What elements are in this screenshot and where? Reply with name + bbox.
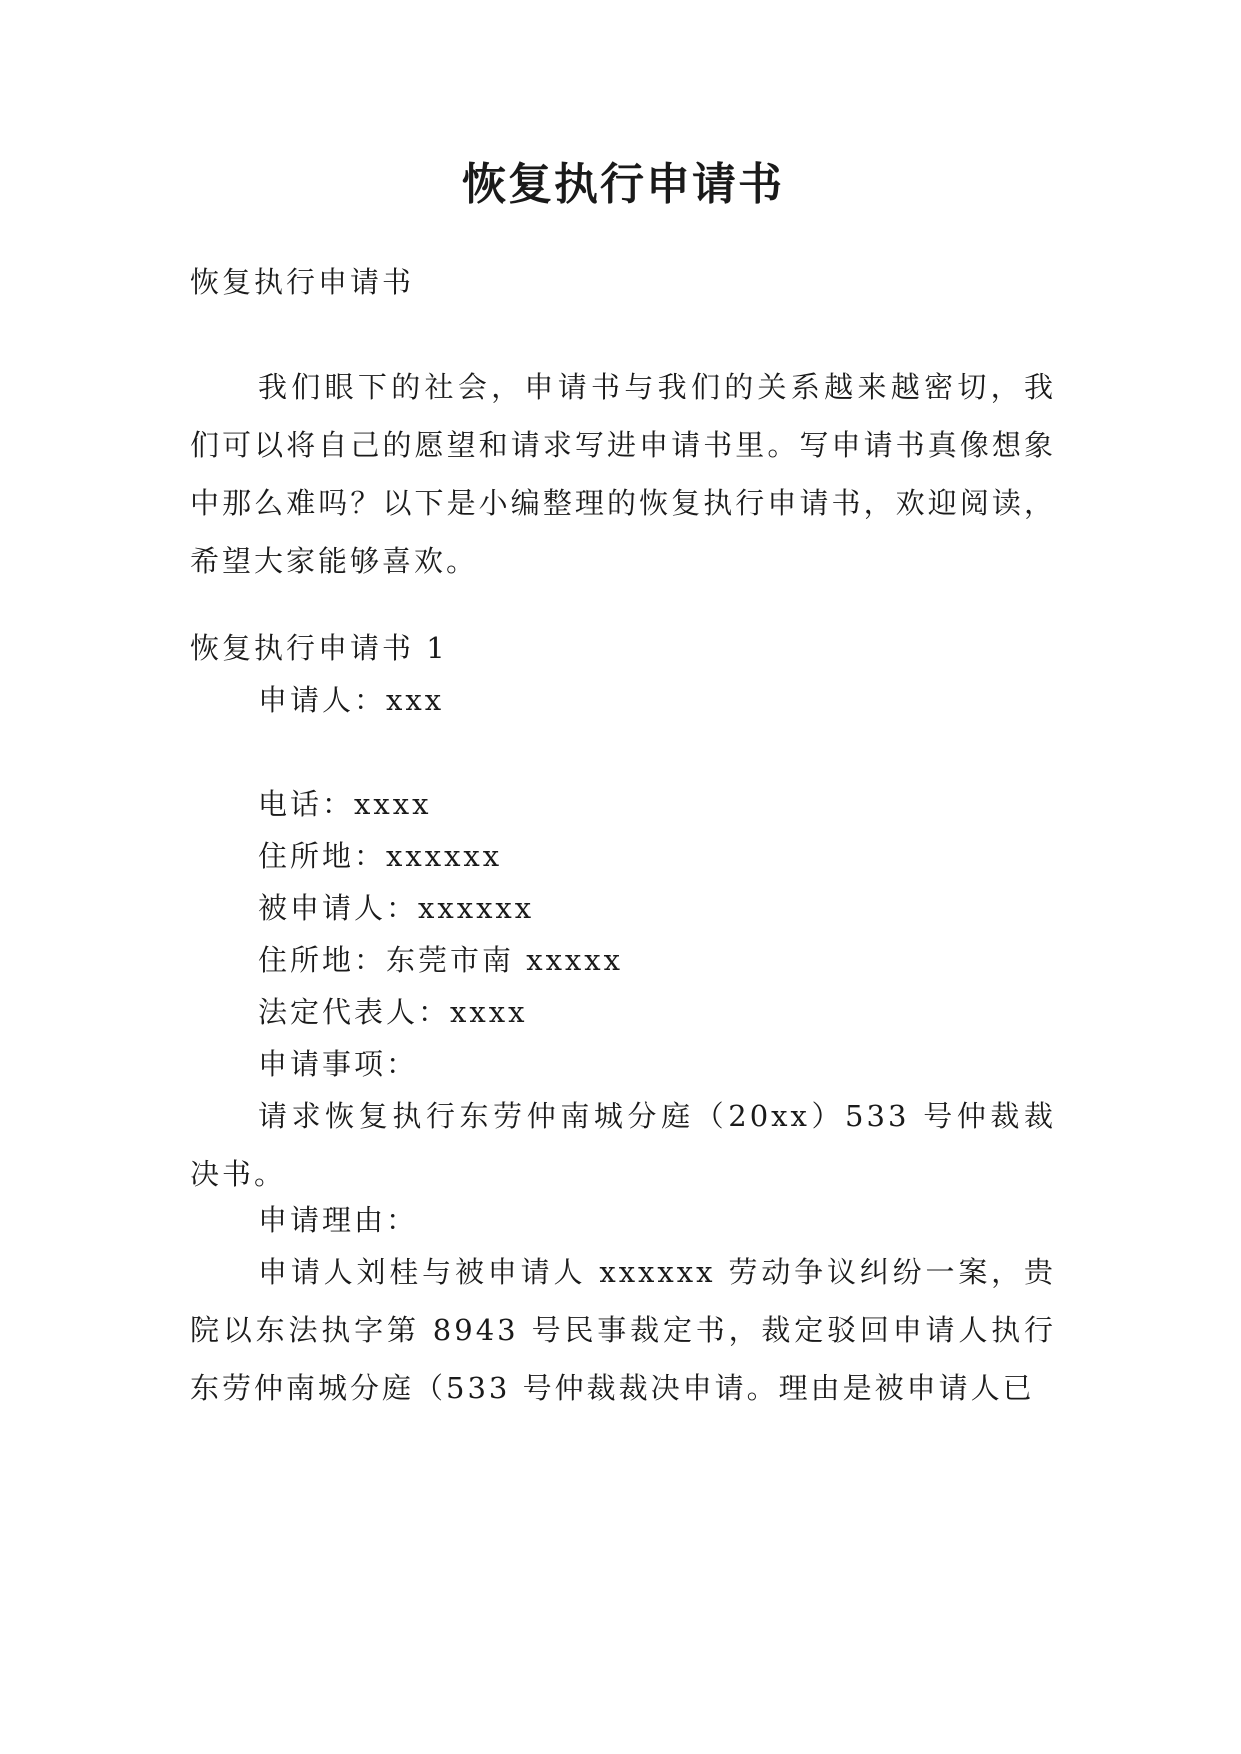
respondent-line: 被申请人：xxxxxx (258, 891, 535, 925)
phone-line: 电话：xxxx (258, 787, 432, 821)
address-line: 住所地：xxxxxx (258, 839, 503, 873)
matters-label: 申请事项： (258, 1047, 419, 1081)
legal-rep-line: 法定代表人：xxxx (258, 995, 528, 1029)
section-heading: 恢复执行申请书 1 (190, 631, 448, 665)
applicant-line: 申请人：xxx (258, 683, 445, 717)
document-subtitle: 恢复执行申请书 (190, 265, 415, 299)
reasons-paragraph: 申请人刘桂与被申请人 xxxxxx 劳动争议纠纷一案，贵院以东法执字第 8943 号民事裁定书，裁定驳回申请人执行东劳仲南城分庭（533 号仲裁裁决申请。理由是被申请人已 (190, 1255, 1056, 1405)
matters-paragraph: 请求恢复执行东劳仲南城分庭（20xx）533 号仲裁裁决书。 (190, 1099, 1056, 1191)
document-title: 恢复执行申请书 (462, 159, 784, 210)
reasons-label: 申请理由： (258, 1203, 419, 1237)
respondent-address-line: 住所地：东莞市南 xxxxx (258, 943, 623, 977)
intro-paragraph: 我们眼下的社会，申请书与我们的关系越来越密切，我们可以将自己的愿望和请求写进申请书里。写申请书真像想象中那么难吗？以下是小编整理的恢复执行申请书，欢迎阅读，希望大家能够喜欢。 (190, 370, 1056, 578)
